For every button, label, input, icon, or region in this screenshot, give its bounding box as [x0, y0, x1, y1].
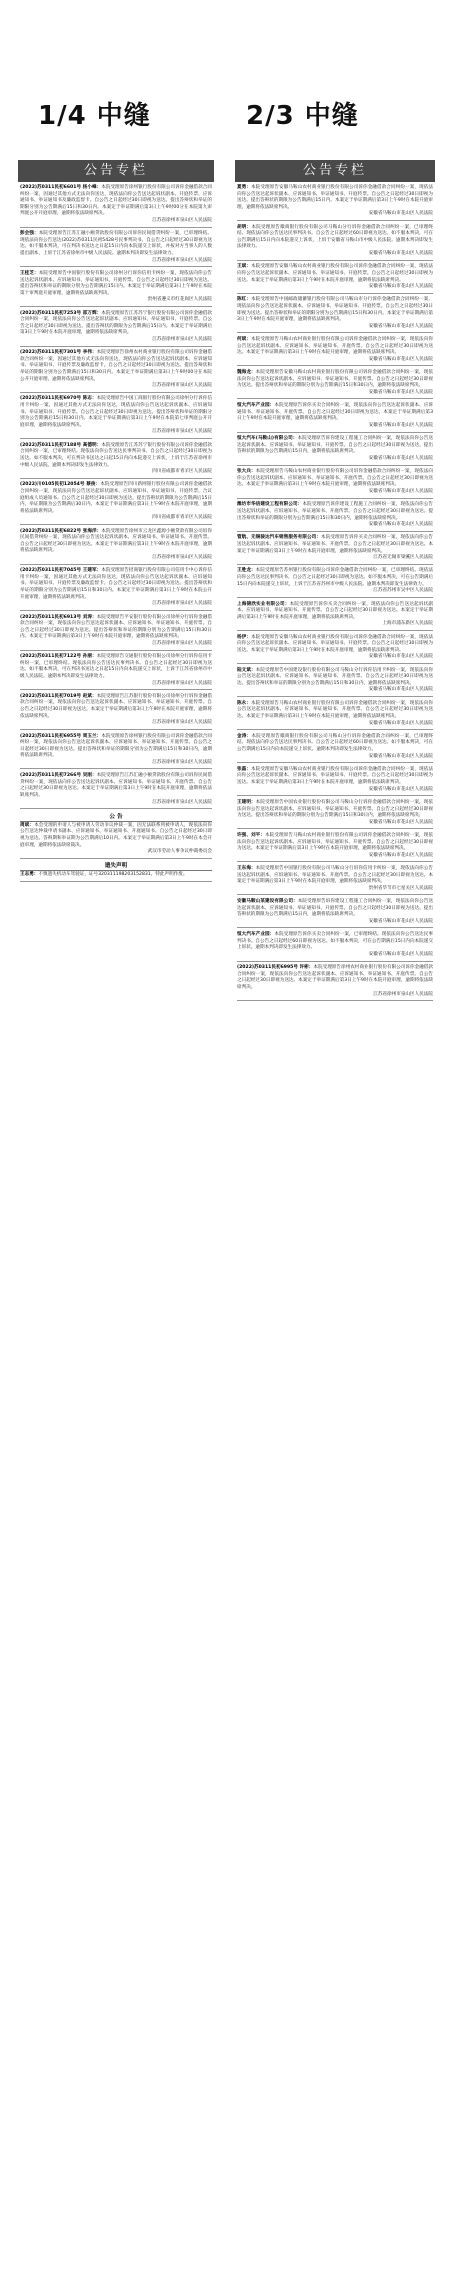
notice-signature: 江苏省徐州市泉山区人民法院 — [152, 640, 212, 646]
notice-divider — [237, 564, 433, 565]
notice-signature: 安徽省马鞍山市花山区人民法院 — [368, 654, 433, 660]
notice-divider — [20, 650, 212, 651]
notice-text: 本院受理原告交通银行股份有限公司徐州分行诉你信用卡纠纷一案，已审理终结。现依法向你公告送达民事判决书。自公告之日起经过30日即视为送达。如不服本判决，可在判决书送达之日起15日内向本院递交上诉状，上诉于江苏省徐州市中级人民法院。逾期本判决即发生法律效力。 — [20, 654, 212, 679]
notice-addressee: (2022)苏0311民初7253号 邵万辉： — [20, 310, 102, 316]
notice-signature: 安徽省马鞍山市花山区人民法院 — [368, 522, 433, 528]
notice-signature: 安徽省马鞍山市花山区人民法院 — [368, 422, 433, 428]
notice-addressee: 管航、无锡骏达汽车销售服务有限公司： — [237, 535, 322, 541]
column-header: 公告专栏 — [18, 160, 214, 182]
notice-addressee: (2022)苏0311民初7045号 王建军： — [20, 568, 102, 574]
notice-signature: 安徽省马鞍山市花山区人民法院 — [368, 456, 433, 461]
notice-item — [20, 773, 212, 809]
notice-text: 本院受理原告江苏苏宁银行股份有限公司诉你金融借款合同纠纷一案，现依法向你公告送达起诉状副本、应诉通知书、举证通知书、开庭传票。自公告之日起经过30日即视为送达。提出答辩状的期限为公告期满后15日内。本案定于举证期满后第3日上午9时在本院开庭审理，逾期将依法缺席判决。 — [20, 310, 212, 336]
notice-item — [20, 350, 212, 392]
notice-signature: 安徽省马鞍山市花山区人民法院 — [368, 251, 433, 257]
notice-divider — [20, 689, 212, 690]
notice-item — [20, 396, 212, 438]
notice-addressee: 夏勇： — [237, 185, 252, 190]
notice-text: 本院受理原告中国邮政储蓄银行股份有限公司马鞍山市分行诉你金融借款合同纠纷一案，现依法向你公告送达起诉状副本、应诉通知书、举证通知书、开庭传票。自公告之日起经过30日即视为送达。提出答辩状和举证的期限分别为公告期满后15日和30日内。本案定于举证期满后第3日上午9时在本院开庭审理，逾期将依法缺席判决。 — [237, 297, 433, 323]
notice-item — [20, 529, 212, 565]
notice-addressee: 陈永： — [237, 700, 252, 706]
notice-item — [237, 502, 433, 531]
notice-item — [237, 734, 433, 763]
notice-body — [237, 264, 433, 284]
notice-item — [237, 469, 433, 498]
notice-addressee: 王斌： — [237, 264, 252, 270]
notice-text: 本院受理原告马鞍山农村商业银行股份有限公司诉你金融借款合同纠纷一案，现依法向你公告送达起诉状副本、应诉通知书、举证通知书、开庭传票。自公告之日起经过30日即视为送达。本案定于举证期满后第3日上午9时在本院开庭审理，逾期将依法缺席判决。 — [237, 700, 433, 719]
notice-text: 本院受理原告四川新网银行股份有限公司诉你金融借款合同纠纷一案，现依法向你公告送达起诉状副本、应诉通知书、举证通知书、开庭传票、合议庭组成人员通知书。自公告之日起经过30日即视为送达。提出答辩状的期限为公告期满后15日内，举证期限为公告期满后30日内。本案定于举证期满后第3日上午9时在本院开庭审理，逾期将依法缺席判决。 — [20, 482, 212, 514]
notice-body — [237, 833, 433, 853]
notice-divider — [237, 597, 433, 598]
notice-addressee: (2022)苏0311民初6995号 许彬： — [237, 965, 314, 971]
notice-text: 本院受理原告平安银行股份有限公司徐州分行诉你金融借款合同纠纷一案，现依法向你公告送达起诉状副本、应诉通知书、举证通知书、开庭传票。自公告之日起经过30日即视为送达。提出答辩状和举证的期限分别为公告期满后15日和30日内。本案定于举证期满后第3日上午9时在本院开庭审理，逾期将依法缺席判决。 — [20, 614, 212, 640]
notice-signature: 江苏省苏州市吴中区人民法院 — [373, 588, 433, 594]
notice-body — [20, 482, 212, 515]
notice-signature: 安徽省马鞍山市花山区人民法院 — [368, 687, 433, 693]
notice-divider — [237, 696, 433, 697]
notice-body — [20, 350, 212, 383]
notice-item — [20, 694, 212, 730]
notice-body — [237, 701, 433, 721]
notice-item — [20, 862, 212, 881]
notice-text: 本院受理原告马鞍山农村商业银行股份有限公司诉你金融借款合同纠纷一案，现依法向你公告送达起诉状副本、应诉通知书、举证通知书、开庭传票。自公告之日起经过30日即视为送达。本案定于举证期满后第3日上午9时在本院开庭审理，逾期将依法缺席判决。 — [237, 337, 433, 356]
notice-body — [237, 866, 433, 886]
notice-divider — [237, 630, 433, 631]
notice-body — [20, 231, 212, 257]
notice-divider — [20, 610, 212, 611]
notice-addressee: 安徽马鞍山某建设有限公司： — [237, 899, 298, 905]
notice-divider — [237, 861, 433, 862]
notice-signature: 安徽省马鞍山市花山区人民法院 — [368, 951, 433, 957]
notice-divider — [237, 927, 433, 928]
notice-text: 本院受理原告诉你建设工程施工合同纠纷一案，现依法向你公告送达起诉状副本、应诉通知书、举证通知书、开庭传票。自公告之日起经过30日即视为送达。提出答辩状的期限为公告期满后15日内，逾期将依法缺席判决。 — [237, 436, 433, 455]
notice-body — [237, 668, 433, 688]
notice-addressee: (2022)苏0311民初6955号 周玉兰： — [20, 733, 102, 739]
notice-addressee: 王建明： — [237, 799, 256, 805]
notice-addressee: 恒大汽车(马鞍山)有限公司： — [237, 436, 298, 442]
notice-divider — [237, 260, 433, 261]
notice-divider — [237, 795, 433, 796]
notice-divider — [237, 729, 433, 730]
notice-signature: 安徽省马鞍山市花山区人民法院 — [368, 211, 433, 217]
notice-item — [237, 635, 433, 664]
notice-addressee: 杨伊： — [237, 634, 252, 640]
notice-signature: 江苏省徐州市泉山区人民法院 — [152, 799, 212, 805]
notice-divider — [20, 346, 212, 347]
notice-divider — [237, 365, 433, 366]
notice-text: 本院受理原告徐州银行股份有限公司诉你金融借款合同纠纷一案，现依法向你公告送达起诉状副本、应诉通知书、举证通知书、开庭传票。自公告之日起经过30日即视为送达。提出答辩状和举证的期限分别为公告期满后15日和30日内，逾期将依法缺席判决。 — [20, 733, 212, 759]
notice-signature: 四川省成都市青羊区人民法院 — [152, 515, 212, 521]
notice-signature: 江苏省徐州市泉山区人民法院 — [152, 720, 212, 726]
notice-divider — [237, 332, 433, 333]
notice-text: 本院受理原告徐州农村商业银行股份有限公司诉你金融借款合同纠纷一案，现依法向你公告送达起诉状副本、应诉通知书、举证通知书、开庭传票。自公告之日起经过30日即视为送达。本案定于举证期满后第3日上午9时在本院开庭审理，逾期将依法缺席判决。 — [237, 965, 433, 990]
notice-signature: 贵州省毕节市七星关区人民法院 — [368, 885, 433, 891]
notice-signature: 江苏省徐州市泉山区人民法院 — [152, 680, 212, 686]
notice-addressee: (2022)苏0311民初7122号 孙丽： — [20, 654, 97, 660]
notice-text: 本会受理的申请人与被申请人劳动争议仲裁一案，因无法联系到被申请人，现依法向你公告送达仲裁申请书副本、应诉通知书、举证通知书、开庭通知书。自公告之日起经过30日即视为送达。答辩期和举证期为公告期满后10日内。本案定于举证期满后第3日上午9时在本会开庭审理，逾期将依法缺席裁决。 — [20, 822, 212, 848]
notice-body — [237, 469, 433, 489]
notice-signature: 安徽省马鞍山市花山区人民法院 — [368, 720, 433, 726]
notice-signature: 江苏省徐州市泉山区人民法院 — [152, 383, 212, 389]
notice-signature: 安徽省马鞍山市花山区人民法院 — [368, 786, 433, 792]
notice-addressee: (2022)苏0311民初7266号 吴刚： — [20, 773, 97, 779]
notice-divider — [237, 894, 433, 895]
notice-addressee: (2022)苏0311民初6822号 张海洋： — [20, 528, 102, 534]
notice-divider — [237, 465, 433, 466]
notice-text: 本院受理原告马鞍山农村商业银行股份有限公司诉你金融借款合同纠纷一案，现依法向你公告送达起诉状副本、应诉通知书、举证通知书、开庭传票。自公告之日起经过30日即视为送达。本案定于举证期满后第3日上午9时在本院开庭审理，逾期将依法缺席判决。 — [237, 469, 433, 488]
notice-item — [237, 602, 433, 631]
notice-divider — [20, 858, 212, 859]
notice-divider — [237, 762, 433, 763]
notice-body — [237, 800, 433, 820]
notice-body — [20, 396, 212, 429]
notice-body — [20, 615, 212, 641]
notice-text: 本院受理原告江苏汇融小额贷款股份有限公司诉你民间借贷纠纷一案，已审理终结。现依法向你公告送达(2022)苏0311民初5428号民事判决书。自公告之日起经过30日即视为送达。如不服本判决，可在判决书送达之日起15日内向本院递交上诉状，并按对方当事人的人数提出副本，上诉于江苏省徐州市中级人民法院。逾期本判决即发生法律效力。 — [20, 231, 212, 257]
notice-item — [237, 535, 433, 564]
notice-signature: 安徽省马鞍山市花山区人民法院 — [368, 323, 433, 329]
notice-item — [20, 734, 212, 770]
notice-item — [237, 436, 433, 465]
notice-body — [20, 185, 212, 218]
notice-body — [237, 635, 433, 655]
notice-body — [20, 694, 212, 720]
notice-text: 本院受理原告诉你建设工程施工合同纠纷一案，现依法向你公告送达起诉状副本、应诉通知书、举证通知书、开庭传票。自公告之日起经过30日即视为送达。提出答辩状和举证的期限分别为公告期满后15日和30日内，逾期将依法缺席判决。 — [237, 502, 433, 521]
notice-divider — [237, 1000, 433, 1001]
notice-item — [20, 615, 212, 651]
notice-signature: 江苏省徐州市泉山区人民法院 — [152, 336, 212, 342]
notice-addressee: 王志勇： — [20, 872, 39, 878]
notice-text: 本院受理原告诉你买卖合同纠纷一案，现依法向你公告送达起诉状副本、应诉通知书、举证通知书、开庭传票。自公告之日起经过30日即视为送达。本案定于举证期满后第3日上午9时在本院开庭审理，逾期将依法缺席判决。 — [237, 535, 433, 554]
notice-item — [237, 568, 433, 597]
notice-signature: 安徽省马鞍山市花山区人民法院 — [368, 389, 433, 395]
notice-item — [237, 932, 433, 961]
notice-divider — [20, 306, 212, 307]
notice-item — [20, 443, 212, 479]
notice-body — [237, 297, 433, 323]
notice-item — [237, 767, 433, 796]
notice-item — [237, 185, 433, 221]
notice-divider — [237, 432, 433, 433]
notice-signature: 安徽省马鞍山市花山区人民法院 — [368, 284, 433, 290]
notice-body — [237, 185, 433, 211]
notice-text: 本院受理原告安徽马鞍山农村商业银行股份有限公司诉你金融借款合同纠纷一案，现依法向你公告送达起诉状副本、应诉通知书、举证通知书、开庭传票。自公告之日起经过30日即视为送达。本案定于举证期满后第3日上午9时在本院开庭审理，逾期将依法缺席判决。 — [237, 634, 433, 653]
notice-text: 本院受理原告徐州市云龙区鑫源小额贷款有限公司诉你民间借贷纠纷一案，现依法向你公告送达起诉状副本、应诉通知书、举证通知书、开庭传票。自公告之日起经过30日即视为送达。本案定于举证期满后第3日上午9时在本院开庭审理，逾期将依法缺席判决。 — [20, 528, 212, 554]
notice-body — [237, 568, 433, 588]
notice-addressee: 陆文斌： — [237, 667, 256, 673]
notice-divider — [20, 564, 212, 565]
notice-addressee: 许强、刘平： — [237, 832, 266, 838]
notice-body — [237, 403, 433, 423]
notice-item — [20, 482, 212, 524]
notice-column-left — [18, 160, 214, 2284]
notice-addressee: 张磊： — [237, 766, 252, 772]
notice-body — [237, 965, 433, 991]
notice-addressee: 上海锦欣实业有限公司： — [237, 601, 290, 607]
notice-item — [237, 701, 433, 730]
notice-addressee: 王东海： — [237, 866, 256, 872]
notice-signature: 安徽省马鞍山市花山区人民法院 — [368, 753, 433, 759]
notice-item — [20, 311, 212, 347]
notice-divider — [20, 729, 212, 730]
notice-text: 本院受理原告诉你建设工程施工合同纠纷一案，现依法向你公告送达起诉状副本、应诉通知书、举证通知书、开庭传票。自公告之日起经过30日即视为送达。提出答辩状的期限为公告期满后15日内，逾期将依法缺席判决。 — [237, 899, 433, 918]
notice-body — [237, 734, 433, 754]
notice-body — [237, 899, 433, 919]
notice-body — [237, 535, 433, 555]
notice-signature: 江苏省徐州市泉山区人民法院 — [152, 429, 212, 435]
notice-text: 本院受理原告安徽马鞍山农村商业银行股份有限公司诉你金融借款合同纠纷一案，现依法向你公告送达起诉状副本、应诉通知书、举证通知书、开庭传票。自公告之日起经过30日即视为送达。提出答辩状的期限为公告期满后15日内。本案定于举证期满后第3日上午9时在本院开庭审理，逾期将依法缺席判决。 — [237, 185, 433, 210]
notice-item — [237, 264, 433, 293]
notice-body — [20, 529, 212, 555]
notice-addressee: 魏海龙： — [237, 370, 256, 376]
fold-label-left: 1/4 中缝 — [38, 101, 151, 131]
notice-item — [237, 297, 433, 333]
notice-text: 本院受理原告中国建设银行股份有限公司马鞍山分行诉你信用卡纠纷一案，现依法向你公告送达起诉状副本、应诉通知书、举证通知书、开庭传票。自公告之日起经过30日即视为送达。提出答辩状和举证的期限分别为公告期满后15日和30日内，逾期将依法缺席判决。 — [237, 667, 433, 686]
notice-list — [235, 182, 435, 1001]
notice-item — [237, 833, 433, 862]
notice-text: 本院受理原告中国农业银行股份有限公司马鞍山分行诉你金融借款合同纠纷一案，现依法向你公告送达起诉状副本、应诉通知书、举证通知书、开庭传票。自公告之日起经过30日即视为送达。提出答辩状和举证的期限分别为公告期满后15日和30日内，逾期将依法缺席判决。 — [237, 799, 433, 819]
notice-signature: 安徽省马鞍山市花山区人民法院 — [368, 852, 433, 858]
notice-divider — [20, 808, 212, 809]
notice-item — [237, 866, 433, 895]
notice-text: 本院受理原告中国工商银行股份有限公司徐州分行诉你信用卡纠纷一案，因通过其他方式无法向你送达，现依法向你公告送达起诉状副本、应诉通知书、举证通知书、开庭传票。自公告之日起经过30日即视为送达。提出答辩状和举证的期限分别为公告期满后15日和30日内。本案定于举证期满后第3日上午9时在本院第七审判庭公开开庭审理，逾期将依法缺席判决。 — [20, 396, 212, 428]
notice-body — [237, 370, 433, 390]
notice-addressee: (2022)苏0311民初7188号 高德明： — [20, 442, 102, 448]
notice-text: 本院受理原告江苏银行股份有限公司徐州分行诉你金融借款合同纠纷一案，现依法向你公告送达起诉状副本、应诉通知书、举证通知书、开庭传票。自公告之日起经过30日即视为送达。本案定于举证期满后第3日上午9时在本院开庭审理，逾期将依法缺席判决。 — [20, 693, 212, 719]
notice-item — [237, 337, 433, 366]
notice-divider — [237, 531, 433, 532]
notice-addressee: (2022)苏0311民初6913号 刘涛： — [20, 614, 97, 620]
notice-text: 不慎遗失机动车驾驶证，证号320311198203152831，特此声明作废。 — [38, 872, 188, 878]
notice-body — [20, 271, 212, 297]
notice-item — [237, 965, 433, 1001]
notice-divider — [20, 438, 212, 439]
notice-item — [20, 185, 212, 227]
notice-signature: 四川省成都市青羊区人民法院 — [152, 469, 212, 475]
notice-divider — [20, 266, 212, 267]
fold-label-right: 2/3 中缝 — [246, 101, 359, 131]
notice-title: 公 告 — [20, 813, 212, 822]
column-header: 公告专栏 — [235, 160, 435, 182]
notice-divider — [237, 663, 433, 664]
notice-signature: 安徽省马鞍山市花山区人民法院 — [368, 489, 433, 495]
notice-signature: 江苏省徐州市泉山区人民法院 — [152, 759, 212, 765]
notice-item — [20, 271, 212, 307]
notice-addressee: (2022)苏0311民初6970号 陈志： — [20, 396, 97, 402]
notice-text: 本院受理原告中国银行股份有限公司徐州分行诉你信用卡纠纷一案，现依法向你公告送达起诉状副本、应诉通知书、举证通知书、开庭传票。自公告之日起经过30日即视为送达。提出答辩状和举证的期限分别为公告期满后15日内。本案定于举证期满后第3日上午9时在本院第十审判庭开庭审理，逾期将依法缺席判决。 — [20, 270, 212, 296]
notice-text: 本院受理原告中国银行股份有限公司马鞍山分行诉你信用卡纠纷一案，现依法向你公告送达起诉状副本、应诉通知书、举证通知书、开庭传票。自公告之日起经过30日即视为送达。本案定于举证期满后第3日上午9时在本院开庭审理，逾期将依法缺席判决。 — [237, 866, 433, 885]
notice-signature: 武汉市劳动人事争议仲裁委员会 — [147, 849, 212, 855]
notice-body — [20, 443, 212, 469]
notice-body — [20, 568, 212, 601]
notice-text: 本院受理原告江苏汇融小额贷款股份有限公司诉你民间借贷纠纷一案，现依法向你公告送达起诉状副本、应诉通知书、举证通知书、开庭传票。自公告之日起经过30日即视为送达。本案定于举证期满后第3日上午9时在本院开庭审理，逾期将依法缺席判决。 — [20, 773, 212, 798]
notice-addressee: (2022)苏0311民初6601号 杨小峰： — [20, 185, 102, 190]
notice-body — [237, 502, 433, 522]
notice-text: 本院受理原告安徽马鞍山农村商业银行股份有限公司诉你金融借款合同纠纷一案，现依法向你公告送达起诉状副本、应诉通知书、举证通知书、开庭传票。自公告之日起经过30日即视为送达。提出答辩状和举证的期限分别为公告期满后15日和30日内，逾期将依法缺席判决。 — [237, 370, 433, 389]
notice-list — [18, 182, 214, 882]
notice-addressee: 陈红： — [237, 297, 252, 303]
notice-body — [20, 734, 212, 760]
notice-body — [237, 767, 433, 787]
notice-item — [237, 899, 433, 928]
notice-text: 本院受理原告马鞍山农村商业银行股份有限公司诉你金融借款合同纠纷一案，现依法向你公告送达起诉状副本、应诉通知书、举证通知书、开庭传票。自公告之日起经过30日即视为送达。本案定于举证期满后第3日上午9时在本院开庭审理，逾期将依法缺席判决。 — [237, 832, 433, 852]
notice-body — [237, 337, 433, 357]
notice-addressee: (2022)苏0311民初7019号 赵斌： — [20, 693, 97, 699]
notice-divider — [237, 293, 433, 294]
notice-addressee: 王胜龙： — [237, 568, 256, 574]
notice-item — [237, 403, 433, 432]
notice-text: 本院受理原告苏州银行股份有限公司诉你金融借款合同纠纷一案，已审理终结。现依法向你公告送达民事判决书。自公告之日起经过30日即视为送达。如不服本判决，可在公告期满后15日内向本院递交上诉状，上诉于江苏省苏州市中级人民法院。逾期本判决即发生法律效力。 — [237, 568, 433, 587]
notice-text: 本院受理原告徐州银行股份有限公司诉你金融借款合同纠纷一案，因通过其他方式无法向你送达，现依法向你公告送达起诉状副本、开庭传票、应诉通知书、举证通知书及廉政监督卡。自公告之日起经过30日即视为送达。提出答辩状和举证的期限分别为公告期满后15日和30日内。本案定于举证期满后第3日上午9时00分在本院第九审判庭公开开庭审理，逾期将依法缺席判决。 — [20, 185, 212, 217]
notice-text: 本院受理原告徽商银行股份有限公司马鞍山分行诉你金融借款合同纠纷一案，已审理终结。现依法向你公告送达民事判决书。自公告之日起经过60日即视为送达。如不服本判决，可在公告期满后15日内向本院递交上诉状。逾期本判决即发生法律效力。 — [237, 733, 433, 752]
notice-text: 本院受理原告诉你买卖合同纠纷一案，现依法向你公告送达起诉状副本、应诉通知书、举证通知书、开庭传票。自公告之日起经过30日即视为送达。本案定于举证期满后第3日上午9时在本院开庭审理，逾期将依法缺席判决。 — [237, 601, 433, 620]
notice-divider — [237, 828, 433, 829]
notice-text: 本院受理原告徐州农村商业银行股份有限公司诉你金融借款合同纠纷一案，因通过其他方式无法向你送达，现依法向你公告送达起诉状副本、应诉通知书、举证通知书、开庭传票及廉政监督卡。自公告之日起经过30日即视为送达。提出答辩状和举证的期限分别为公告期满后15日和30日内。本案定于举证期满后第3日上午9时00分在本院公开开庭审理，逾期将依法缺席判决。 — [20, 350, 212, 382]
notice-body — [237, 225, 433, 251]
notice-title: 遗失声明 — [20, 862, 212, 871]
notice-addressee: 胡明： — [237, 224, 252, 230]
notice-body — [20, 654, 212, 680]
notice-signature: 上海市浦东新区人民法院 — [382, 621, 433, 627]
notice-signature: 安徽省马鞍山市花山区人民法院 — [368, 819, 433, 825]
notice-item — [20, 231, 212, 267]
notice-addressee: (2022)苏0311民初7301号 李伟： — [20, 350, 97, 356]
notice-item — [20, 568, 212, 610]
notice-body — [20, 311, 212, 337]
notice-body — [20, 773, 212, 799]
notice-divider — [237, 498, 433, 499]
notice-addressee: 彭会强： — [20, 231, 39, 237]
notice-item — [237, 370, 433, 399]
notice-divider — [20, 478, 212, 479]
notice-signature: 江苏省徐州市泉山区人民法院 — [373, 991, 433, 997]
notice-addressee: 张大兵： — [237, 469, 256, 475]
notice-addressee: 恒大汽车产业园： — [237, 403, 275, 409]
notice-addressee: 潍坊市华信建设工程有限公司： — [237, 502, 303, 508]
notice-body — [237, 602, 433, 622]
notice-addressee: (2022)川0105民初12054号 蔡俊： — [20, 482, 101, 488]
notice-item — [20, 654, 212, 690]
notice-divider — [237, 220, 433, 221]
notice-addressee: 何斌： — [237, 337, 252, 343]
notice-signature: 江苏省无锡市梁溪区人民法院 — [373, 555, 433, 561]
notice-divider — [20, 227, 212, 228]
notice-text: 本院受理原告安徽马鞍山农村商业银行股份有限公司诉你金融借款合同纠纷一案，现依法向你公告送达起诉状副本、应诉通知书、举证通知书、开庭传票。自公告之日起经过30日即视为送达。本案定于举证期满后第3日上午9时在本院开庭审理，逾期将依法缺席判决。 — [237, 766, 433, 786]
notice-divider — [20, 524, 212, 525]
notice-text: 本院受理原告徽商银行股份有限公司马鞍山分行诉你金融借款合同纠纷一案，已审理终结。现依法向你公告送达民事判决书。自公告之日起经过60日即视为送达。如不服本判决，可在公告期满后15日内向本院递交上诉状，上诉于安徽省马鞍山市中级人民法院。逾期本判决即发生法律效力。 — [237, 224, 433, 250]
notice-column-right — [235, 160, 435, 2284]
notice-signature: 江苏省徐州市泉山区人民法院 — [152, 555, 212, 560]
notice-text: 本院受理原告诉你买卖合同纠纷一案，现依法向你公告送达起诉状副本、应诉通知书、举证通知书、开庭传票。自公告之日起经过30日即视为送达。本案定于举证期满后第3日上午9时在本院开庭审理，逾期将依法缺席判决。 — [237, 403, 433, 422]
notice-divider — [237, 961, 433, 962]
notice-body — [237, 436, 433, 456]
notice-signature: 江苏省徐州市泉山区人民法院 — [152, 601, 212, 607]
notice-text: 本院受理原告安徽马鞍山农村商业银行股份有限公司诉你金融借款合同纠纷一案，现依法向你公告送达起诉状副本、应诉通知书、举证通知书、开庭传票。自公告之日起经过30日即视为送达。本案定于举证期满后第3日上午9时在本院开庭审理，逾期将依法缺席判决。 — [237, 264, 433, 283]
notice-signature: 江苏省徐州市泉山区人民法院 — [152, 257, 212, 263]
notice-item — [237, 668, 433, 697]
notice-text: 本院受理原告招商银行股份有限公司信用卡中心诉你信用卡纠纷一案，因通过其他方式无法向你送达，现依法向你公告送达起诉状副本、应诉通知书、举证通知书、开庭传票及廉政监督卡。自公告之日起经过30日即视为送达。提出答辩状和举证的期限分别为公告期满后15日和30日内。本案定于举证期满后第3日上午9时在本院公开开庭审理，逾期将依法缺席判决。 — [20, 568, 212, 600]
notice-text: 本院受理原告江苏苏宁银行股份有限公司诉你金融借款合同纠纷一案，已审理终结。现依法向你公告送达民事判决书。自公告之日起经过30日即视为送达。如不服本判决，可在判决书送达之日起15日内向本院递交上诉状，上诉于江苏省徐州市中级人民法院。逾期本判决即发生法律效力。 — [20, 442, 212, 468]
notice-body — [20, 823, 212, 849]
notice-addressee: 王桂芝： — [20, 270, 39, 276]
notice-body — [20, 872, 212, 879]
notice-addressee: 周斌： — [20, 822, 35, 828]
notice-signature: 安徽省马鞍山市花山区人民法院 — [368, 356, 433, 362]
notice-item — [20, 813, 212, 859]
notice-body — [237, 932, 433, 952]
notice-item — [237, 225, 433, 261]
notice-divider — [237, 398, 433, 399]
notice-signature: 贵州省遵义市红花岗区人民法院 — [147, 297, 212, 303]
notice-text: 本院受理原告诉你买卖合同纠纷一案，已审理终结。现依法向你公告送达民事判决书。自公告之日起经过60日即视为送达。如不服本判决，可在公告期满后15日内向本院递交上诉状。逾期本判决即发生法律效力。 — [237, 932, 433, 951]
notice-item — [237, 800, 433, 829]
notice-signature: 安徽省马鞍山市花山区人民法院 — [368, 918, 433, 924]
notice-divider — [20, 881, 212, 882]
notice-divider — [20, 768, 212, 769]
notice-divider — [20, 392, 212, 393]
notice-addressee: 恒大汽车产业园： — [237, 932, 275, 938]
notice-addressee: 金涛： — [237, 733, 252, 739]
notice-signature: 江苏省徐州市泉山区人民法院 — [152, 217, 212, 223]
